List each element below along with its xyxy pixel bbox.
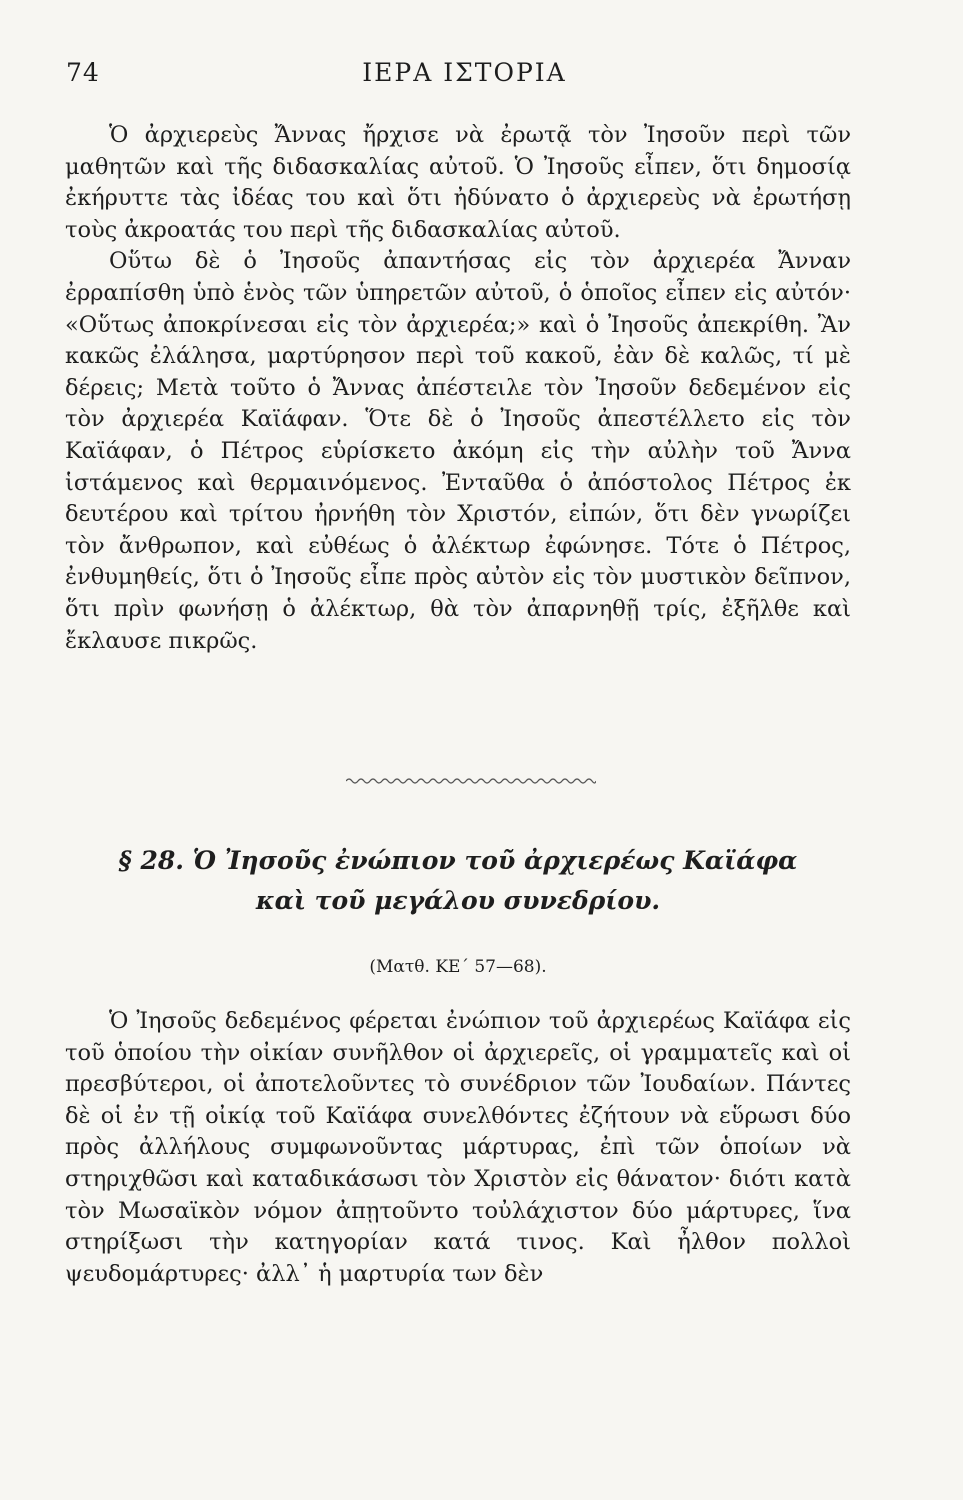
paragraph: Οὕτω δὲ ὁ Ἰησοῦς ἀπαντήσας εἰς τὸν ἀρχιερέα Ἄνναν ἐρραπίσθη ὑπὸ ἑνὸς τῶν ὑπηρετῶν αὐτοῦ, ὁ ὁποῖος εἶπεν εἰς αὐτόν· «Οὕτως ἀποκρίνεσαι εἰς τὸν ἀρχιερέα;» καὶ ὁ Ἰησοῦς ἀπεκρίθη. Ἂν κακῶς ἐλάλησα, μαρτύρησον περὶ τοῦ κακοῦ, ἐὰν δὲ καλῶς, τί μὲ δέρεις; Μετὰ τοῦτο ὁ Ἄννας ἀπέστειλε τὸν Ἰησοῦν δεδεμένον εἰς τὸν ἀρχιερέα Καϊάφαν. Ὅτε δὲ ὁ Ἰησοῦς ἀπεστέλλετο εἰς τὸν Καϊάφαν, ὁ Πέτρος εὑρίσκετο ἀκόμη εἰς τὴν αὐλὴν τοῦ Ἄννα ἱστάμενος καὶ θερμαινόμενος. Ἐνταῦθα ὁ ἀπόστολος Πέτρος ἐκ δευτέρου καὶ τρίτου ἠρνήθη τὸν Χριστόν, εἰπών, ὅτι δὲν γνωρίζει τὸν ἄνθρωπον, καὶ εὐθέως ὁ ἀλέκτωρ ἐφώνησε. Τότε ὁ Πέτρος, ἐνθυμηθείς, ὅτι ὁ Ἰησοῦς εἶπε πρὸς αὐτὸν εἰς τὸν μυστικὸν δεῖπνον, ὅτι πρὶν φωνήσῃ ὁ ἀλέκτωρ, θὰ τὸν ἀπαρνηθῇ τρίς, ἐξῆλθε καὶ ἔκλαυσε πικρῶς. (65, 248, 851, 654)
bottom-text-block (65, 1006, 851, 1290)
paragraph: Ὁ Ἰησοῦς δεδεμένος φέρεται ἐνώπιον τοῦ ἀρχιερέως Καϊάφα εἰς τοῦ ὁποίου τὴν οἰκίαν συνῆλθον οἱ ἀρχιερεῖς, οἱ γραμματεῖς καὶ οἱ πρεσβύτεροι, οἱ ἀποτελοῦντες τὸ συνέδριον τῶν Ἰουδαίων. Πάντες δὲ οἱ ἐν τῇ οἰκίᾳ τοῦ Καϊάφα συνελθόντες ἐζήτουν νὰ εὕρωσι δύο πρὸς ἀλλήλους συμφωνοῦντας μάρτυρας, ἐπὶ τῶν ὁποίων νὰ στηριχθῶσι καὶ καταδικάσωσι τὸν Χριστὸν εἰς θάνατον· διότι κατὰ τὸν Μωσαϊκὸν νόμον ἀπῃτοῦντο τοὐλάχιστον δύο μάρτυρες, ἵνα στηρίξωσι τὴν κατηγορίαν κατά τινος. Καὶ ἦλθον πολλοὶ ψευδομάρτυρες· ἀλλ᾽ ἡ μαρτυρία των δὲν (65, 1008, 851, 1287)
section-divider-ornament (346, 775, 596, 787)
paragraph: Ὁ ἀρχιερεὺς Ἄννας ἤρχισε νὰ ἐρωτᾷ τὸν Ἰησοῦν περὶ τῶν μαθητῶν καὶ τῆς διδασκαλίας αὐτοῦ. Ὁ Ἰησοῦς εἶπεν, ὅτι δημοσίᾳ ἐκήρυττε τὰς ἰδέας του καὶ ὅτι ἠδύνατο ὁ ἀρχιερεὺς νὰ ἐρωτήσῃ τοὺς ἀκροατάς του περὶ τῆς διδασκαλίας αὐτοῦ. (65, 122, 851, 243)
page-header (66, 58, 863, 98)
scripture-citation: (Ματθ. ΚΕ΄ 57—68). (369, 957, 547, 977)
section-heading-line-2: καὶ τοῦ μεγάλου συνεδρίου. (255, 886, 661, 915)
running-title: ΙΕΡΑ ΙΣΤΟΡΙΑ (362, 58, 567, 87)
section-heading (65, 843, 851, 919)
page-number: 74 (66, 58, 100, 87)
section-heading-line-1: § 28. Ὁ Ἰησοῦς ἐνώπιον τοῦ ἀρχιερέως Καϊάφα (118, 846, 798, 875)
top-text-block (65, 120, 851, 657)
